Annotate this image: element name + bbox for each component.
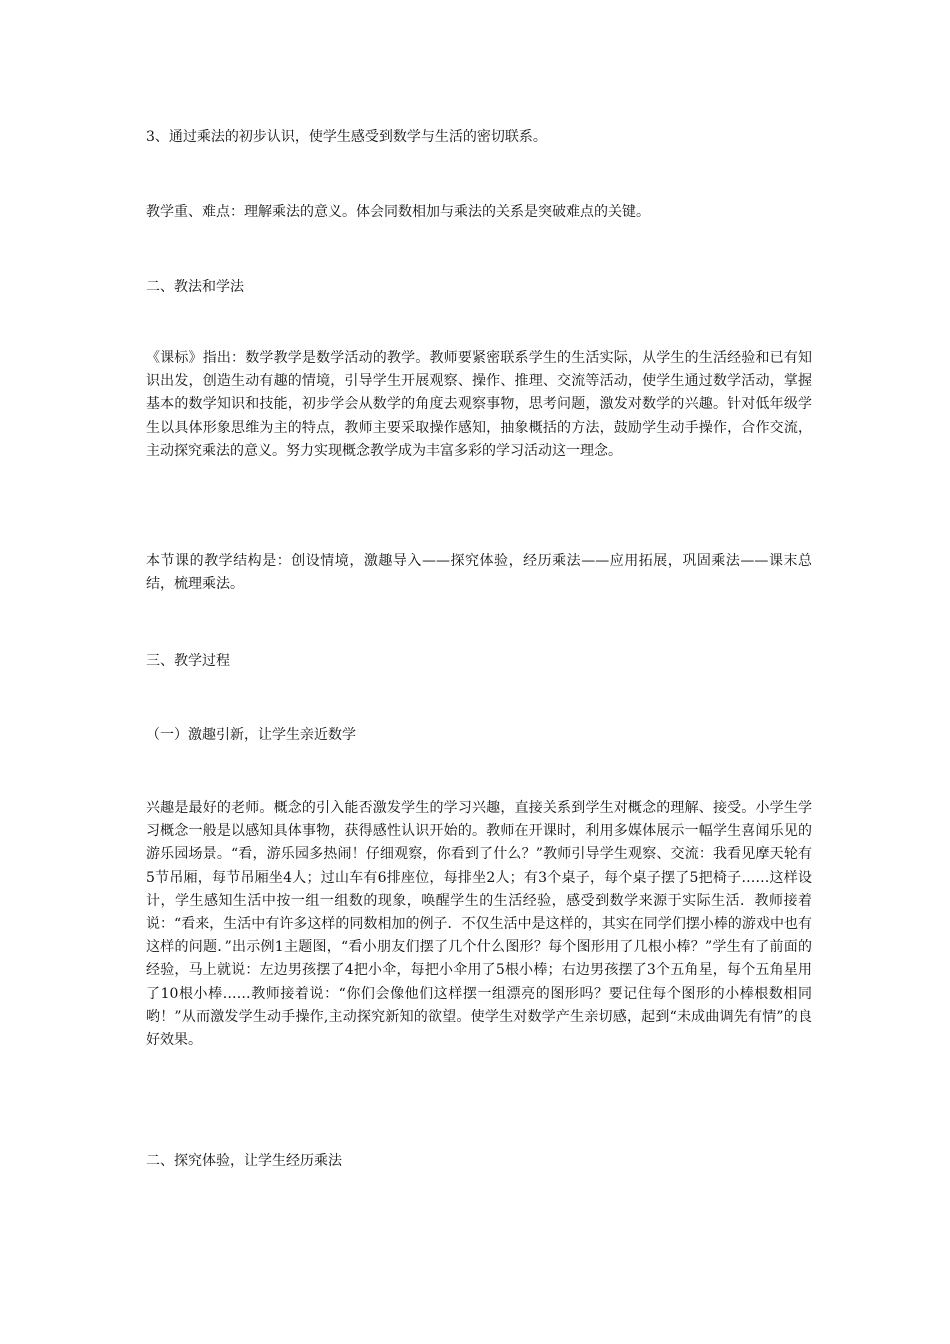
section-heading-explore: 二、探究体验，让学生经历乘法: [146, 1153, 342, 1169]
key-difficult-points: 教学重、难点：理解乘法的意义。体会同数相加与乘法的关系是突破难点的关键。: [146, 204, 650, 220]
section-heading-process: 三、教学过程: [146, 653, 230, 669]
subheading-part-1: （一）激趣引新，让学生亲近数学: [146, 727, 356, 743]
section-heading-methods: 二、教法和学法: [146, 279, 244, 295]
objective-3: 3、通过乘法的初步认识，使学生感受到数学与生活的密切联系。: [146, 129, 547, 145]
document-page: [146, 0, 812, 1344]
interest-paragraph: 兴趣是最好的老师。概念的引入能否激发学生的学习兴趣，直接关系到学生对概念的理解、接受。小学生学习概念一般是以感知具体事物，获得感性认识开始的。教师在开课时，利用多媒体展示一幅学生喜闻乐见的游乐园场景。“看，游乐园多热闹！仔细观察，你看到了什么？”教师引导学生观察、交流：我看见摩天轮有5节吊厢，每节吊厢坐4人；过山车有6排座位，每排坐2人；有3个桌子，每个桌子摆了5把椅子……这样设计，学生感知生活中按一组一组数的现象，唤醒学生的生活经验，感受到数学来源于实际生活．教师接着说：“看来，生活中有许多这样的同数相加的例子．不仅生活中是这样的，其实在同学们摆小棒的游戏中也有这样的问题．”出示例1主题图，“看小朋友们摆了几个什么图形？每个图形用了几根小棒？”学生有了前面的经验，马上就说：左边男孩摆了4把小伞，每把小伞用了5根小棒；右边男孩摆了3个五角星，每个五角星用了10根小棒……教师接着说：“你们会像他们这样摆一组漂亮的图形吗？要记住每个图形的小棒根数相同哟！”从而激发学生动手操作,主动探究新知的欲望。使学生对数学产生亲切感，起到“未成曲调先有情”的良好效果。: [146, 800, 812, 1049]
lesson-structure-paragraph: 本节课的教学结构是：创设情境，激趣导入——探究体验，经历乘法——应用拓展，巩固乘法——课末总结，梳理乘法。: [146, 553, 812, 593]
curriculum-paragraph: 《课标》指出：数学教学是数学活动的教学。教师要紧密联系学生的生活实际，从学生的生活经验和已有知识出发，创造生动有趣的情境，引导学生开展观察、操作、推理、交流等活动，使学生通过数学活动，掌握基本的数学知识和技能，初步学会从数学的角度去观察事物，思考问题，激发对数学的兴趣。针对低年级学生以具体形象思维为主的特点，教师主要采取操作感知，抽象概括的方法，鼓励学生动手操作，合作交流，主动探究乘法的意义。努力实现概念教学成为丰富多彩的学习活动这一理念。: [146, 350, 812, 459]
